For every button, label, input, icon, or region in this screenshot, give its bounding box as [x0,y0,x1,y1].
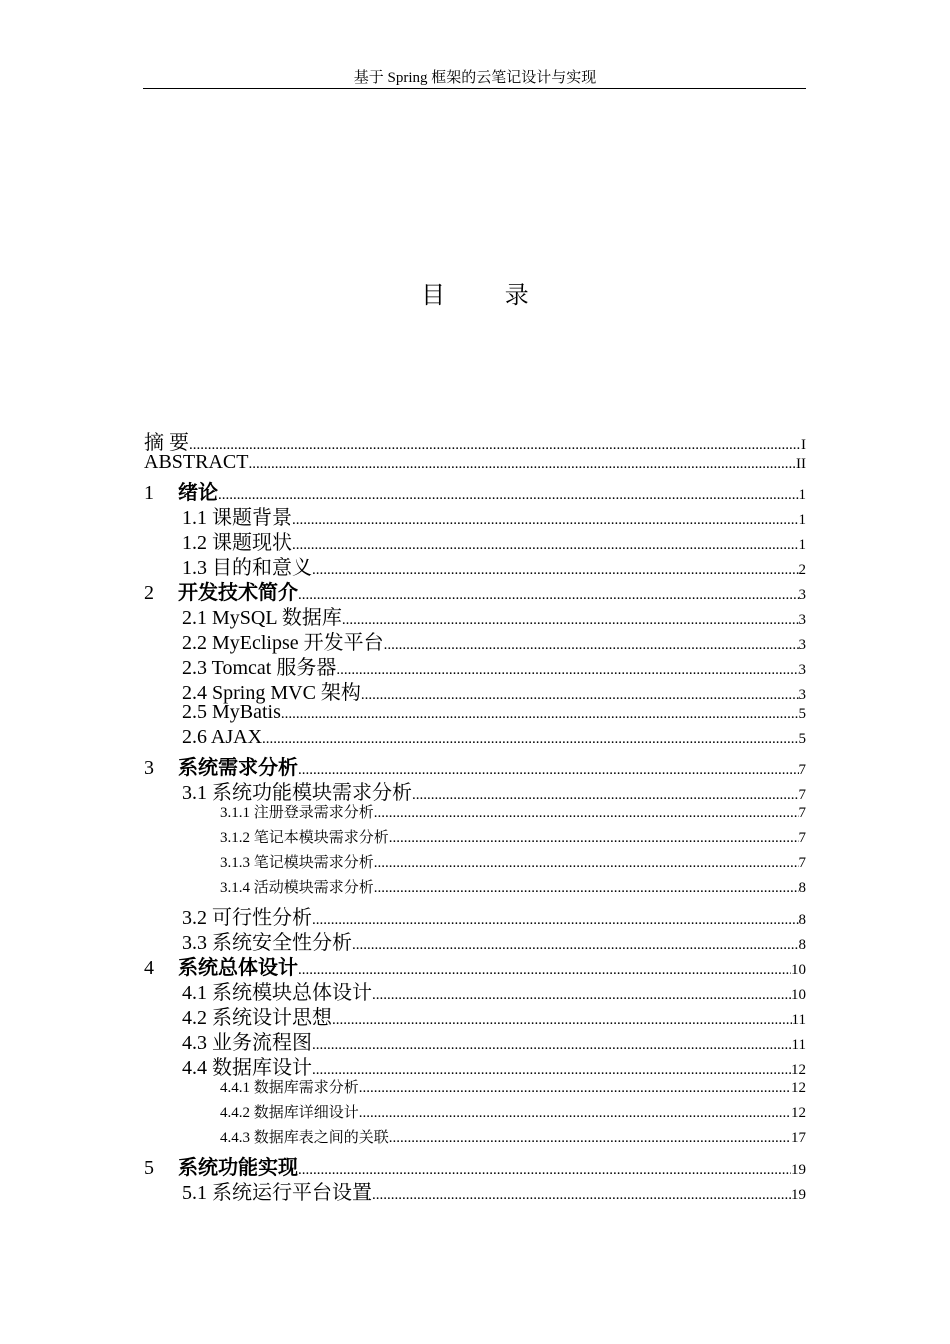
toc-entry-label: 2.4 Spring MVC 架构 [182,682,361,704]
toc-section-entry[interactable] [144,676,806,704]
toc-section-entry[interactable] [144,901,806,929]
dot-leader [352,937,799,954]
dot-leader [218,487,799,504]
toc-entry-label: 3.1.1 注册登录需求分析 [220,805,374,821]
toc-entry-label: 3.1.3 笔记模块需求分析 [220,855,374,871]
chapter-title: 开发技术简介 [178,580,298,604]
toc-entry-label: 4.2 系统设计思想 [182,1007,332,1029]
toc-section-entry[interactable] [144,1051,806,1079]
toc-entry-label: 5.1 系统运行平台设置 [182,1182,372,1204]
page-number: I [801,437,806,453]
toc-entry-label: 3.3 系统安全性分析 [182,932,352,954]
toc-entry-label: 1.3 目的和意义 [182,557,312,579]
toc-entry-label: 4.1 系统模块总体设计 [182,982,372,1004]
page-number: 8 [798,937,806,953]
page-number: 7 [798,805,806,821]
dot-leader [298,587,799,604]
chapter-title: 绪论 [178,480,218,504]
chapter-title: 系统总体设计 [178,955,298,979]
toc-entry-label: 1.1 课题背景 [182,507,292,529]
page-number: 19 [791,1187,806,1203]
dot-leader [248,456,796,473]
toc-section-entry[interactable] [144,501,806,529]
dot-leader [281,706,799,723]
dot-leader [412,787,799,804]
toc-chapter-entry[interactable] [144,476,806,504]
dot-leader [312,912,799,929]
page-number: II [796,456,806,472]
dot-leader [372,1187,791,1204]
page-number: 5 [798,706,806,722]
dot-leader [372,987,791,1004]
toc-entry-label: 2.5 MyBatis [182,701,281,723]
toc-section-entry[interactable] [144,551,806,579]
toc-entry-label: 2.3 Tomcat 服务器 [182,657,337,679]
toc-entry-label: ABSTRACT [144,451,249,473]
toc-chapter-entry[interactable] [144,1151,806,1179]
header-rule [143,88,806,89]
toc-section-entry[interactable] [144,701,806,726]
toc-entry-label: 4.4.2 数据库详细设计 [220,1105,359,1121]
chapter-title: 系统需求分析 [178,755,298,779]
dot-leader [312,562,799,579]
toc-entry-label: 3.2 可行性分析 [182,907,312,929]
toc-title: 目 录 [421,281,555,309]
toc-subsection-entry[interactable] [144,826,806,851]
toc-entry-label: 2.6 AJAX [182,726,263,748]
page-number: 1 [798,487,806,503]
dot-leader [359,1080,791,1097]
toc-entry-label: 摘 要 [144,432,189,454]
dot-leader [361,687,799,704]
dot-leader [336,662,798,679]
page-number: 10 [791,987,806,1003]
dot-leader [262,731,798,748]
dot-leader [374,855,799,872]
page-number: 3 [798,687,806,703]
page-number: 10 [791,962,806,978]
page-number: 3 [798,587,806,603]
page-number: 2 [798,562,806,578]
toc-section-entry[interactable] [144,626,806,654]
page-number: 3 [798,612,806,628]
chapter-number: 2 [144,582,154,604]
toc-section-entry[interactable] [144,601,806,629]
chapter-number: 1 [144,482,154,504]
dot-leader [374,805,799,822]
toc-front-entry[interactable] [144,426,806,454]
toc-front-entry[interactable] [144,451,806,476]
toc-chapter-entry[interactable] [144,951,806,979]
page-number: 5 [798,731,806,747]
dot-leader [312,1062,791,1079]
dot-leader [292,512,799,529]
dot-leader [359,1105,791,1122]
dot-leader [389,830,799,847]
toc-subsection-entry[interactable] [144,1076,806,1101]
dot-leader [389,1130,791,1147]
chapter-number: 4 [144,957,154,979]
toc-section-entry[interactable] [144,1026,806,1054]
page-number: 12 [791,1062,806,1078]
running-header: 基于 Spring 框架的云笔记设计与实现 [353,70,597,86]
toc-section-entry[interactable] [144,651,806,679]
table-of-contents [144,426,806,1204]
page-number: 3 [798,637,806,653]
page-number: 7 [798,855,806,871]
toc-entry-label: 4.4.3 数据库表之间的关联 [220,1130,389,1146]
dot-leader [332,1012,792,1029]
toc-section-entry[interactable] [144,1001,806,1029]
toc-entry-label: 4.4 数据库设计 [182,1057,312,1079]
page-number: 12 [791,1105,806,1121]
page-number: 3 [798,662,806,678]
toc-subsection-entry[interactable] [144,801,806,826]
toc-subsection-entry[interactable] [144,876,806,901]
toc-chapter-entry[interactable] [144,751,806,779]
chapter-title: 系统功能实现 [178,1155,298,1179]
page-number: 1 [798,512,806,528]
toc-section-entry[interactable] [144,926,806,954]
page-number: 8 [798,880,806,896]
toc-section-entry[interactable] [144,526,806,554]
page-number: 19 [791,1162,806,1178]
dot-leader [374,880,799,897]
toc-entry-label: 3.1.2 笔记本模块需求分析 [220,830,389,846]
toc-entry-label: 3.1.4 活动模块需求分析 [220,880,374,896]
toc-section-entry[interactable] [144,776,806,804]
page-number: 7 [798,762,806,778]
page-number: 17 [791,1130,806,1146]
toc-entry-label: 2.1 MySQL 数据库 [182,607,342,629]
dot-leader [292,537,799,554]
toc-entry-label: 1.2 课题现状 [182,532,292,554]
toc-entry-label: 3.1 系统功能模块需求分析 [182,782,412,804]
chapter-number: 3 [144,757,154,779]
page-number: 11 [791,1037,806,1053]
toc-entry-label: 4.4.1 数据库需求分析 [220,1080,359,1096]
page-number: 8 [798,912,806,928]
page-number: 7 [798,787,806,803]
dot-leader [342,612,799,629]
page-number: 12 [791,1080,806,1096]
page-number: 1 [798,537,806,553]
page-number: 7 [798,830,806,846]
toc-entry-label: 2.2 MyEclipse 开发平台 [182,632,384,654]
dot-leader [189,437,801,454]
toc-subsection-entry[interactable] [144,851,806,876]
dot-leader [384,637,799,654]
toc-section-entry[interactable] [144,976,806,1004]
chapter-number: 5 [144,1157,154,1179]
toc-subsection-entry[interactable] [144,1101,806,1126]
toc-section-entry[interactable] [144,1176,806,1204]
toc-chapter-entry[interactable] [144,576,806,604]
dot-leader [312,1037,792,1054]
toc-subsection-entry[interactable] [144,1126,806,1151]
toc-entry-label: 4.3 业务流程图 [182,1032,312,1054]
toc-section-entry[interactable] [144,726,806,751]
page-number: 11 [791,1012,806,1028]
